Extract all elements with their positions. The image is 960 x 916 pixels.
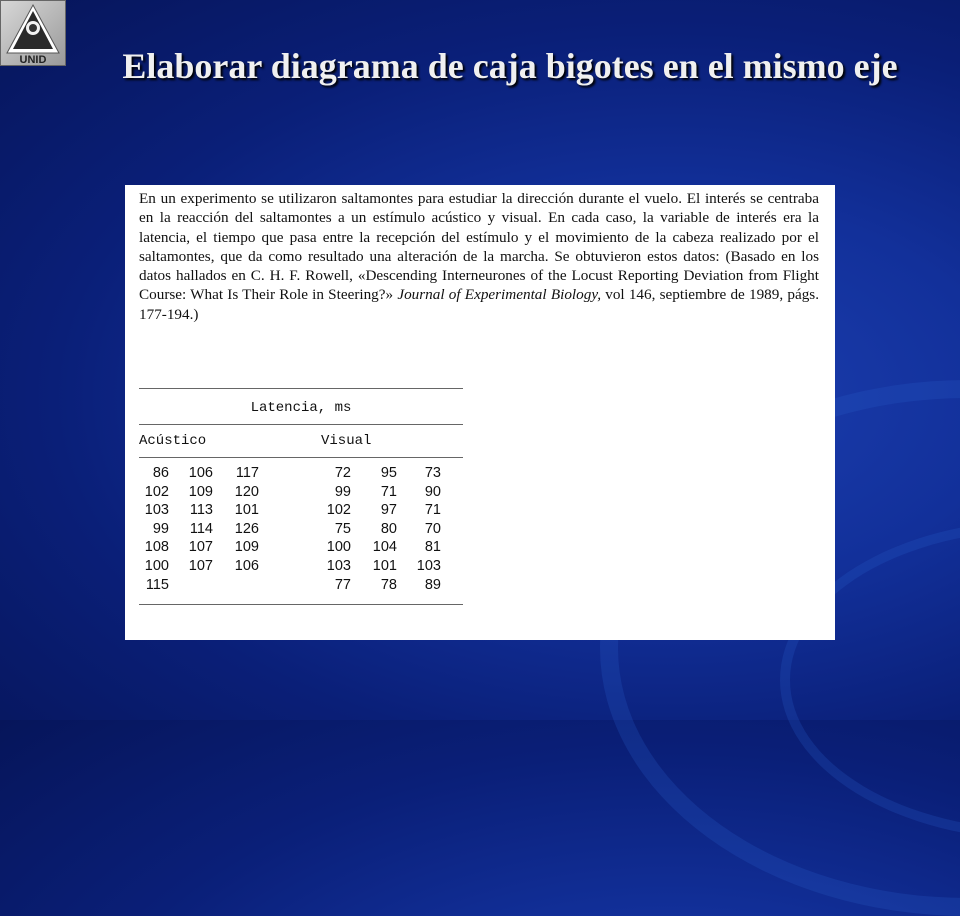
table-cell: 71 — [424, 502, 441, 519]
table-cell: 115 — [145, 576, 169, 593]
logo-text: UNID — [19, 54, 47, 65]
table-cell: 103 — [416, 558, 441, 574]
table-cell: 95 — [380, 465, 397, 481]
paragraph-text: En un experimento se utilizaron saltamontes para estudiar la dirección durante el vuelo. El interés se centraba en la reacción del saltamontes a un estímulo acústico y visual. En cada caso, la variable de interés era la latencia, el tiempo que pasa entre la recepción del estímulo y el movimiento de la cabeza realizado por el saltamontes, que da como resultado una alteración de la marcha. Se obtuvieron estos datos: (Basado en los datos hallados en C. H. F. Rowell, «Descending Interneurones of the Locust Reporting Deviation from Flight Course: What Is Their Role in Steering?» — [139, 190, 819, 304]
table-cell: 86 — [152, 465, 169, 481]
table-header: Latencia, ms — [250, 400, 352, 416]
table-cell: 80 — [380, 520, 397, 537]
table-cell: 99 — [334, 483, 351, 500]
table-cell: 109 — [188, 483, 213, 500]
table-cell: 70 — [424, 520, 441, 537]
table-cell: 77 — [334, 576, 351, 593]
table-cell: 103 — [326, 558, 351, 574]
table-cell: 107 — [188, 558, 213, 574]
table-cell: 113 — [189, 502, 213, 519]
table-cell: 78 — [380, 576, 397, 593]
table-cell: 107 — [188, 539, 213, 556]
journal-name: Journal of Experimental Biology, — [397, 286, 602, 304]
table-cell: 100 — [144, 558, 169, 574]
table-rule-top — [139, 388, 463, 389]
table-cell: 73 — [424, 465, 441, 481]
table-rule-bottom — [139, 604, 463, 605]
table-cell: 106 — [188, 465, 213, 481]
table-cell: 109 — [234, 539, 259, 556]
table-rule — [139, 424, 463, 425]
table-cell: 97 — [380, 502, 397, 519]
table-cell: 126 — [234, 520, 259, 537]
table-cell: 102 — [144, 483, 169, 500]
table-cell: 117 — [235, 465, 259, 481]
document-image — [125, 185, 835, 640]
table-rule — [139, 457, 463, 458]
table-cell: 90 — [424, 483, 441, 500]
problem-paragraph — [139, 189, 819, 324]
table-cell: 102 — [326, 502, 351, 519]
table-cell: 114 — [189, 520, 213, 537]
table-cell: 81 — [424, 539, 441, 556]
paragraph-text-end: vol 146, septiembre de 1989, págs. 177-194.) — [139, 286, 819, 323]
university-logo — [0, 0, 66, 66]
table-cell: 103 — [144, 502, 169, 519]
table-cell: 120 — [234, 483, 259, 500]
table-cell: 101 — [234, 502, 259, 519]
table-cell: 72 — [334, 465, 351, 481]
table-cell: 89 — [424, 576, 441, 593]
table-cell: 100 — [326, 539, 351, 556]
group-label-visual: Visual — [321, 433, 372, 449]
table-cell: 108 — [144, 539, 169, 556]
table-cell: 104 — [372, 539, 397, 556]
group-label-acustico: Acústico — [139, 433, 207, 449]
table-cell: 99 — [152, 520, 169, 537]
table-cell: 75 — [334, 520, 351, 537]
table-cell: 106 — [234, 558, 259, 574]
table-cell: 71 — [380, 483, 397, 500]
slide-title: Elaborar diagrama de caja bigotes en el mismo eje — [122, 46, 898, 86]
table-cell: 101 — [372, 558, 397, 574]
